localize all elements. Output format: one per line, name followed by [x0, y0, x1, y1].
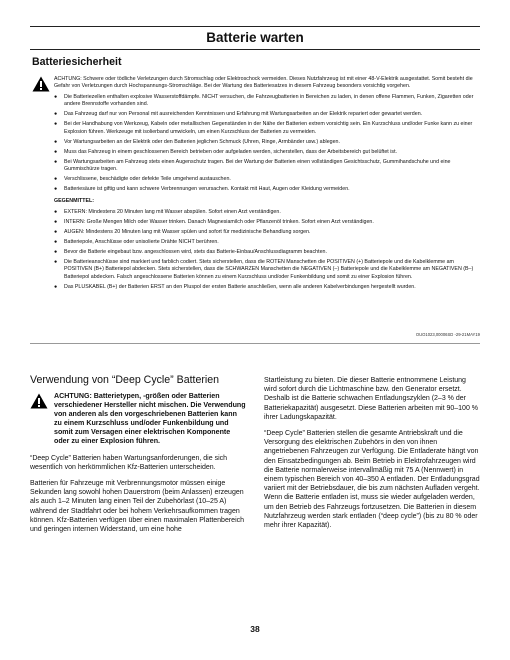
- bullet-item: [54, 139, 480, 146]
- bullet-text: Vor Wartungsarbeiten an der Elektrik oder den Batterien jeglichen Schmuck (Uhren, Ringe, Armbänder usw.) ablegen.: [64, 138, 340, 145]
- bullet-icon: ●: [54, 138, 58, 145]
- bullet-item: [54, 284, 480, 291]
- bullet-item: [54, 121, 480, 136]
- bullet-item: [54, 229, 480, 236]
- safety-bullet-list: [54, 94, 480, 194]
- bullet-icon: ●: [54, 258, 58, 265]
- bullet-icon: ●: [54, 111, 58, 118]
- bullet-text: EXTERN: Mindestens 20 Minuten lang mit Wasser abspülen. Sofort einen Arzt verständigen.: [64, 208, 281, 215]
- bullet-icon: ●: [54, 283, 58, 290]
- antidote-label: GEGENMITTEL:: [54, 198, 95, 205]
- bullet-icon: ●: [54, 148, 58, 155]
- bullet-item: [54, 149, 480, 156]
- bullet-item: [54, 94, 480, 109]
- bullet-icon: ●: [54, 228, 58, 235]
- safety-warning-text: ACHTUNG: Schwere oder tödliche Verletzungen durch Stromschlag oder Elektroschock vermeiden. Dieses Nutzfahrzeug ist mit einer 48-V-Elektrik ausgestattet. Somit besteht die Gefahr von Verletzungen durch Hochspannungs-Stromschläge. Bei der Wartung des Batteriesatzes in diesem Fahrzeug besonders vorsichtig vorgehen.: [54, 76, 473, 90]
- bullet-text: Das PLUSKABEL (B+) der Batterien ERST an den Pluspol der ersten Batterie anschließen, wenn alle anderen Kabelverbindungen hergestellt wurden.: [64, 283, 416, 290]
- bullet-icon: ●: [54, 93, 58, 100]
- warning-triangle-icon: [32, 76, 50, 92]
- bullet-item: [54, 209, 480, 216]
- bullet-text: Bei Wartungsarbeiten am Fahrzeug stets einen Augenschutz tragen. Bei der Wartung der Batterien einen vollständigen Gesichtsschutz, Gummihandschuhe und eine Gummischürze tragen.: [64, 158, 451, 173]
- bullet-item: [54, 186, 480, 193]
- bullet-item: [54, 176, 480, 183]
- bullet-text: Bei der Handhabung von Werkzeug, Kabeln oder metallischen Gegenständen in der Nähe der Batterien extrem vorsichtig sein. Ein Kurzschluss und/oder Funke kann zu einer Explosion führen. Werkzeuge mit isolierband umwickeln, um einen Kurzschluss der Batterien zu vermeiden.: [64, 121, 473, 135]
- bullet-text: Verschlissene, beschädigte oder defekte Teile umgehend austauschen.: [64, 176, 231, 183]
- bullet-text: Bevor die Batterie eingebaut bzw. angeschlossen wird, stets das Batterie-Einbau/Anschlussdiagramm beachten.: [64, 248, 327, 255]
- bullet-icon: ●: [54, 176, 58, 183]
- warning-triangle-icon: [30, 393, 48, 409]
- deep-cycle-warning: [30, 392, 246, 447]
- bullet-icon: ●: [54, 208, 58, 215]
- paragraph: “Deep Cycle” Batterien stellen die gesamte Antriebskraft und die Versorgung des elektrischen Zubehörs in den von ihnen angetriebenen Fahrzeugen zur Verfügung. Die Entladerate hängt von den Einsatzbedingungen ab. Beim Betrieb in Elektrofahrzeugen wird die Batterie normalerweise intervallmäßig mit 75 A (Nennwert) in einem typischen Bereich von 40–350 A entladen. Der Entladungsgrad variiert mit der Betriebsdauer, die bis zum nächsten Aufladen vergeht. Wenn die Batterie entladen ist, muss sie wieder aufgeladen werden, um den Betrieb des Fahrzeugs fortzusetzen. Die Batterien in diesem Nutzfahrzeug werden stark entladen (“deep cycle”) (bis zu 80 % oder mehr ihrer Kapazität).: [264, 430, 480, 530]
- paragraph: Startleistung zu bieten. Die dieser Batterie entnommene Leistung wird sofort durch die Lichtmaschine bzw. den Generator ersetzt. Deshalb ist die Batterie schwachen Entladungszyklen (2–3 % der Batteriekapazität) ausgesetzt. Diese Batterien arbeiten mit 90–100 % ihrer Ladungskapazität.: [264, 377, 479, 421]
- bullet-item: [54, 259, 480, 281]
- deep-cycle-section: [30, 374, 480, 533]
- bullet-icon: ●: [54, 121, 58, 128]
- antidote-bullet-list: [54, 209, 480, 291]
- bullet-text: AUGEN: Mindestens 20 Minuten lang mit Wasser spülen und sofort für medizinische Behandlung sorgen.: [64, 228, 311, 235]
- paragraph: “Deep Cycle” Batterien haben Wartungsanforderungen, die sich wesentlich von herkömmlichen Kfz-Batterien unterscheiden.: [30, 454, 228, 471]
- bullet-text: Die Batteriezellen enthalten explosive Wasserstoffdämpfe. NICHT versuchen, die Fahrzeugbatterien in Bereichen zu laden, in denen offene Flammen, Funken, Zigaretten oder andere Brennstoffe vorhanden sind.: [64, 93, 474, 108]
- bullet-text: INTERN: Große Mengen Milch oder Wasser trinken. Danach Magnesiamilch oder Pflanzenöl trinken. Sofort einen Arzt verständigen.: [64, 218, 374, 225]
- bullet-item: [54, 239, 480, 246]
- bullet-icon: ●: [54, 186, 58, 193]
- bullet-text: Das Fahrzeug darf nur von Personal mit ausreichenden Kenntnissen und Erfahrung mit Wartungsarbeiten an der Elektrik repariert oder gewartet werden.: [64, 111, 423, 118]
- right-column: [264, 376, 480, 537]
- reference-code: OUO1023,00006SD -29-21MAY19: [415, 332, 480, 337]
- bullet-icon: ●: [54, 248, 58, 255]
- bullet-text: Die Batterieanschlüsse sind markiert und farblich codiert. Stets sicherstellen, dass die ROTEN Manschetten die POSITIVEN (+) Batteriepole und die Kabelklemme am POSITIVEN (B+) Batteriepol abdecken. Stets sicherstellen, dass die SCHWARZEN Manschetten die NEGATIVEN (–) Batteriepole und die Kabelklemme am NEGATIVEN (B–) Batteriepol abdecken. Falsch angeschlossene Batterien können zu einem Kurzschluss und/oder Funkenbildung und somit zu einer Explosion führen.: [64, 258, 474, 280]
- page-title: Batterie warten: [206, 30, 304, 45]
- bullet-icon: ●: [54, 238, 58, 245]
- page-title-bar: [30, 26, 480, 50]
- bullet-text: Batteriesäure ist giftig und kann schwere Verbrennungen verursachen. Kontakt mit Haut, Augen oder Kleidung vermeiden.: [64, 186, 350, 193]
- safety-warning-block: [32, 76, 480, 294]
- bullet-icon: ●: [54, 158, 58, 165]
- bullet-item: [54, 219, 480, 226]
- page-number: 38: [250, 624, 260, 634]
- bullet-item: [54, 111, 480, 118]
- battery-safety-section: [30, 56, 480, 344]
- section-heading: Batteriesicherheit: [32, 56, 122, 68]
- left-column: [30, 392, 246, 541]
- deep-cycle-warning-text: ACHTUNG: Batterietypen, -größen oder Batterien verschiedener Hersteller nicht mischen. Die Verwendung von anderen als den vorgeschriebenen Batterien kann zu einem Kurzschluss und/oder Funkenbildung und somit zum Versagen einer elektrischen Komponente oder zu einer Explosion führen.: [54, 392, 246, 446]
- bullet-item: [54, 159, 480, 174]
- section-heading: Verwendung von “Deep Cycle” Batterien: [30, 374, 220, 386]
- bullet-item: [54, 249, 480, 256]
- bullet-icon: ●: [54, 218, 58, 225]
- paragraph: Batterien für Fahrzeuge mit Verbrennungsmotor müssen einige Sekunden lang sowohl hohen Dauerstrom (beim Anlassen) erzeugen als auch 1–2 Minuten lang einen Teil der Zubehörlast (10–25 A) während der Stadtfahrt oder bei hohem Verkehrsaufkommen tragen können. Kfz-Batterien verfügen über einen maximalen Plattenbereich und geringen internen Widerstand, um eine hohe: [30, 479, 245, 533]
- bullet-text: Batteriepole, Anschlüsse oder unisolierte Drähte NICHT berühren.: [64, 238, 219, 245]
- bullet-text: Muss das Fahrzeug in einem geschlossenen Bereich betrieben oder aufgeladen werden, sicherstellen, dass der Arbeitsbereich gut belüftet ist.: [64, 148, 398, 155]
